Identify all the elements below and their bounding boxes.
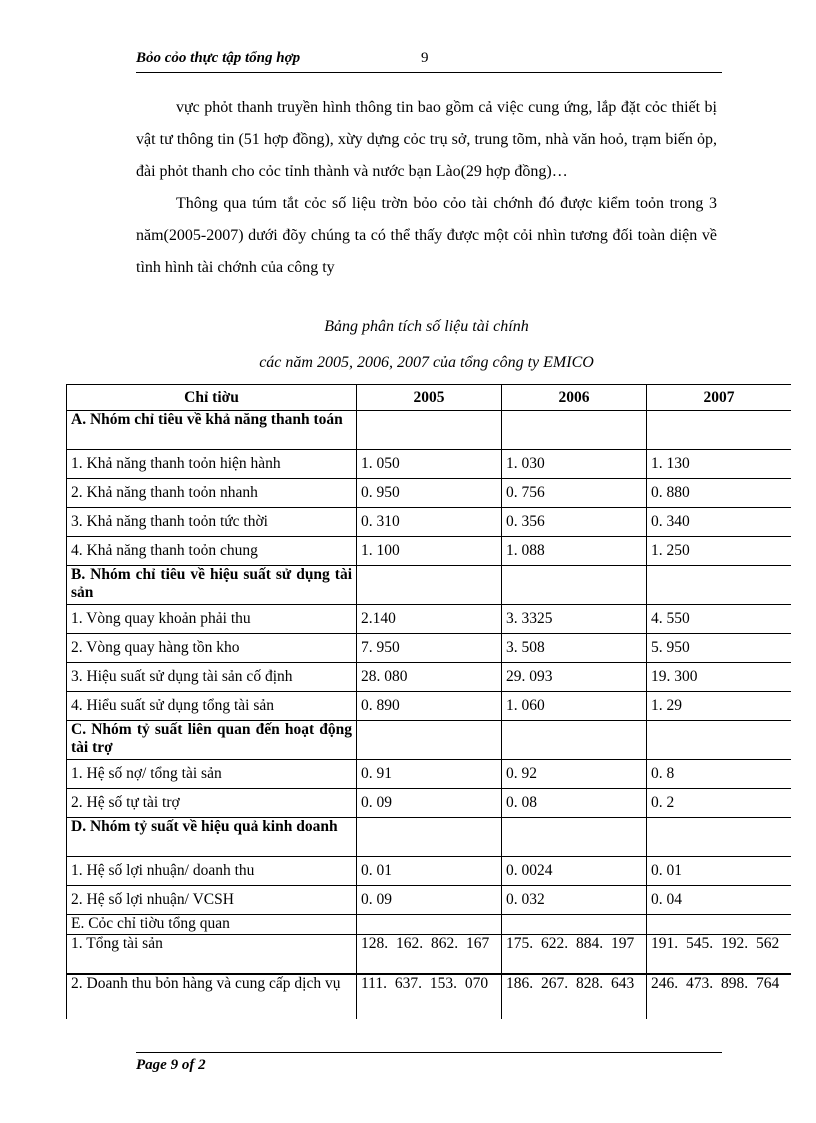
- cell-2005: 28. 080: [357, 663, 502, 692]
- cell-2005: 128. 162. 862. 167: [357, 935, 502, 975]
- cell-2007: 0. 8: [647, 760, 792, 789]
- paragraph-2: Thông qua túm tắt cỏc số liệu trờn bỏo cỏo tài chớnh đó được kiểm toỏn trong 3 năm(2005-2007) dưới đõy chúng ta có thể thấy được một cỏi nhìn tương đối toàn diện về tình hình tài chớnh của công ty: [136, 195, 717, 276]
- cell-2007: 0. 2: [647, 789, 792, 818]
- section-e-title: E. Cỏc chỉ tiờu tổng quan: [67, 915, 357, 935]
- cell-2006: 0. 756: [502, 479, 647, 508]
- row-label: 2. Khả năng thanh toỏn nhanh: [67, 479, 357, 508]
- section-row: [67, 721, 792, 760]
- table-row: [67, 857, 792, 886]
- financial-table-container: [66, 384, 791, 1029]
- section-row: [67, 818, 792, 857]
- row-label: 2. Vòng quay hàng tồn kho: [67, 634, 357, 663]
- row-label: 2. Hệ số tự tài trợ: [67, 789, 357, 818]
- table-row: [67, 886, 792, 915]
- table-row: [67, 634, 792, 663]
- cell-2006: 175. 622. 884. 197: [502, 935, 647, 975]
- section-row: [67, 566, 792, 605]
- cell-2007: 0. 04: [647, 886, 792, 915]
- section-d-title: D. Nhóm tỷ suất về hiệu quả kinh doanh: [67, 818, 357, 857]
- cell-2006: 29. 093: [502, 663, 647, 692]
- section-c-title: C. Nhóm tỷ suất liên quan đến hoạt động tài trợ: [67, 721, 357, 760]
- table-header-row: [67, 385, 792, 411]
- row-label: 3. Hiệu suất sử dụng tài sản cố định: [67, 663, 357, 692]
- table-row: [67, 760, 792, 789]
- table-row: [67, 789, 792, 818]
- row-label: 3. Khả năng thanh toỏn tức thời: [67, 508, 357, 537]
- cell-2007: 19. 300: [647, 663, 792, 692]
- table-row: [67, 663, 792, 692]
- cell-2005: 0. 09: [357, 886, 502, 915]
- cell-2007: 0. 340: [647, 508, 792, 537]
- header-title: Bỏo cỏo thực tập tổng hợp: [136, 50, 301, 66]
- row-label: 1. Vòng quay khoản phải thu: [67, 605, 357, 634]
- cell-2007: 4. 550: [647, 605, 792, 634]
- page-header: [136, 48, 722, 73]
- cell-2007: 0. 880: [647, 479, 792, 508]
- cell-2006: 0. 0024: [502, 857, 647, 886]
- cell-2005: 0. 91: [357, 760, 502, 789]
- table-caption-line1: Bảng phân tích số liệu tài chính: [324, 318, 529, 335]
- table-caption-line2: các năm 2005, 2006, 2007 của tổng công ty EMICO: [259, 354, 594, 371]
- cell-2005: 0. 310: [357, 508, 502, 537]
- cell-2006: 0. 92: [502, 760, 647, 789]
- table-row: [67, 537, 792, 566]
- row-label: 2. Hệ số lợi nhuận/ VCSH: [67, 886, 357, 915]
- cell-2006: 3. 3325: [502, 605, 647, 634]
- cell-2006: 1. 030: [502, 450, 647, 479]
- row-label: 1. Hệ số nợ/ tổng tài sản: [67, 760, 357, 789]
- row-label: 1. Tổng tài sản: [67, 935, 357, 975]
- header-2006: 2006: [502, 385, 647, 411]
- cell-2005: 1. 050: [357, 450, 502, 479]
- cell-2006: 0. 032: [502, 886, 647, 915]
- header-2007: 2007: [647, 385, 792, 411]
- header-2005: 2005: [357, 385, 502, 411]
- table-row: [67, 508, 792, 537]
- paragraph-1: vực phỏt thanh truyền hình thông tin bao gồm cả việc cung ứng, lắp đặt cỏc thiết bị vật tư thông tin (51 hợp đồng), xừy dựng cỏc trụ sở, trung tõm, nhà văn hoỏ, trạm biến ỏp, đài phỏt thanh cho cỏc tỉnh thành và nước bạn Lào(29 hợp đồng)…: [136, 99, 717, 180]
- cell-2005: 1. 100: [357, 537, 502, 566]
- cell-2006: 1. 060: [502, 692, 647, 721]
- cell-2007: 191. 545. 192. 562: [647, 935, 792, 975]
- table-row: [67, 935, 792, 975]
- cell-2006: 0. 08: [502, 789, 647, 818]
- cell-2006: 0. 356: [502, 508, 647, 537]
- section-b-title: B. Nhóm chỉ tiêu về hiệu suất sử dụng tài sản: [67, 566, 357, 605]
- cell-2007: 0. 01: [647, 857, 792, 886]
- table-row: [67, 974, 792, 1019]
- row-label: 1. Khả năng thanh toỏn hiện hành: [67, 450, 357, 479]
- cell-2007: 1. 250: [647, 537, 792, 566]
- footer-page-label: Page 9 of 2: [136, 1057, 206, 1073]
- cell-2005: 0. 890: [357, 692, 502, 721]
- row-label: 4. Khả năng thanh toỏn chung: [67, 537, 357, 566]
- cell-2006: 3. 508: [502, 634, 647, 663]
- table-row: [67, 479, 792, 508]
- cell-2005: 0. 950: [357, 479, 502, 508]
- header-page-number: 9: [421, 50, 429, 66]
- cell-2005: 0. 09: [357, 789, 502, 818]
- table-row: [67, 605, 792, 634]
- cell-2007: 1. 29: [647, 692, 792, 721]
- cell-2007: 1. 130: [647, 450, 792, 479]
- cell-2006: 1. 088: [502, 537, 647, 566]
- row-label: 4. Hiểu suất sử dụng tổng tài sản: [67, 692, 357, 721]
- cell-2005: 0. 01: [357, 857, 502, 886]
- cell-2007: 246. 473. 898. 764: [647, 974, 792, 1019]
- row-label: 1. Hệ số lợi nhuận/ doanh thu: [67, 857, 357, 886]
- header-indicator: Chỉ tiờu: [67, 385, 357, 411]
- cell-2005: 111. 637. 153. 070: [357, 974, 502, 1019]
- page-footer: [136, 1052, 722, 1073]
- cell-2005: 7. 950: [357, 634, 502, 663]
- section-row: [67, 915, 792, 935]
- cell-2006: 186. 267. 828. 643: [502, 974, 647, 1019]
- table-row: [67, 450, 792, 479]
- row-label: 2. Doanh thu bỏn hàng và cung cấp dịch vụ: [67, 974, 357, 1019]
- body-text: [136, 92, 717, 284]
- cell-2007: 5. 950: [647, 634, 792, 663]
- section-row: [67, 411, 792, 450]
- financial-table: [66, 384, 791, 1019]
- cell-2005: 2.140: [357, 605, 502, 634]
- section-a-title: A. Nhóm chỉ tiêu về khả năng thanh toán: [67, 411, 357, 450]
- table-row: [67, 692, 792, 721]
